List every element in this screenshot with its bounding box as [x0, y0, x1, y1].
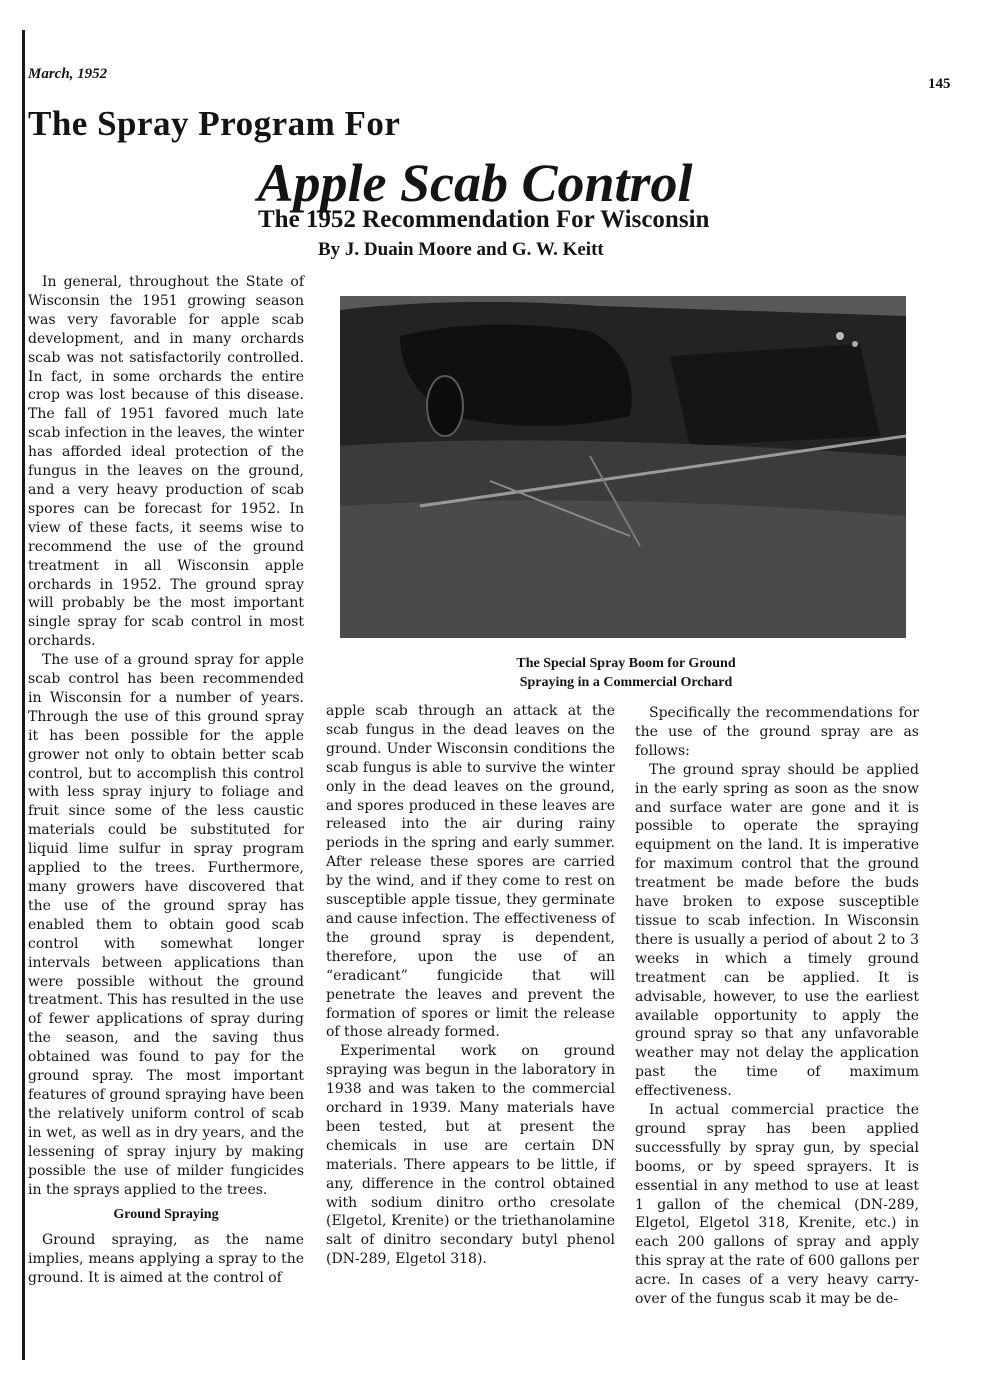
- paragraph: Ground spraying, as the name implies, means applying a spray to the ground. It is aimed at the control of: [28, 1232, 304, 1287]
- paragraph: In actual commercial practice the ground spray has been applied successfully by spray gun, by special booms, or by speed sprayers. It is essential in any method to use at least 1 gallon of the chemical (DN-289, Elgetol, Elgetol 318, Krenite, etc.) in each 200 gallons of spray and apply this spray at the rate of 600 gallons per acre. In cases of a very heavy carry-over of the fungus scab it may be de-: [635, 1102, 919, 1308]
- text-column-1: [28, 273, 304, 1288]
- paragraph: Specifically the recommendations for the use of the ground spray are as follows:: [635, 705, 919, 759]
- paragraph: apple scab through an attack at the scab fungus in the dead leaves on the ground. Under Wisconsin conditions the scab fungus is able to survive the winter only in the dead leaves on the ground, and spores produced in these leaves are released into the air during rainy periods in the spring and early summer. After release these spores are carried by the wind, and if they come to rest on susceptible apple tissue, they germinate and cause infection. The effectiveness of the ground spray is dependent, therefore, upon the use of an “eradicant” fungicide that will penetrate the leaves and prevent the formation of spores or limit the release of those already formed.: [326, 703, 615, 1041]
- page-binding-edge: [22, 30, 25, 1360]
- section-heading: Ground Spraying: [113, 1207, 219, 1223]
- article-title-line1: The Spray Program For: [28, 104, 401, 143]
- caption-line: The Special Spray Boom for Ground: [516, 656, 736, 671]
- paragraph: In general, throughout the State of Wisconsin the 1951 growing season was very favorable for apple scab development, and in many orchards scab was not satisfactorily controlled. In fact, in some orchards the entire crop was lost because of this disease. The fall of 1951 favored much late scab infection in the leaves, the winter has afforded ideal protection of the fungus in the leaves on the ground, and a very heavy production of scab spores can be forecast for 1952. In view of these facts, it seems wise to recommend the use of the ground treatment in all Wisconsin apple orchards in 1952. The ground spray will probably be the most important single spray for scab control in most orchards.: [28, 274, 304, 650]
- page-number: 145: [928, 76, 951, 92]
- photo-illustration: [340, 296, 906, 638]
- text-column-3: [635, 704, 919, 1309]
- article-title-line2: Apple Scab Control: [257, 153, 693, 213]
- paragraph: Experimental work on ground spraying was begun in the laboratory in 1938 and was taken to the commercial orchard in 1939. Many materials have been tested, but at present the chemicals in use are certain DN materials. There appears to be little, if any, difference in the control obtained with sodium dinitro ortho cresolate (Elgetol, Krenite) or the triethanolamine salt of dinitro secondary butyl phenol (DN-289, Elgetol 318).: [326, 1043, 615, 1268]
- photo-caption: [470, 654, 782, 692]
- article-subtitle: The 1952 Recommendation For Wisconsin: [258, 206, 710, 233]
- paragraph: The ground spray should be applied in the early spring as soon as the snow and surface water are gone and it is possible to operate the spraying equipment on the land. It is imperative for maximum control that the ground treatment be made before the buds have broken to expose susceptible tissue to scab infection. In Wisconsin there is usually a period of about 2 to 3 weeks in which a timely ground treatment can be applied. It is advisable, however, to use the earliest available opportunity to apply the ground spray so that any unfavorable weather may not delay the application past the time of maximum effectiveness.: [635, 761, 919, 1100]
- spray-boom-photo: [340, 296, 906, 638]
- article-byline: By J. Duain Moore and G. W. Keitt: [318, 239, 604, 260]
- issue-date: March, 1952: [28, 66, 108, 82]
- paragraph: The use of a ground spray for apple scab control has been recommended in Wisconsin for a number of years. Through the use of this ground spray it has been possible for the apple grower not only to obtain better scab control, but to accomplish this control with less spray injury to foliage and fruit since some of the less caustic materials could be substituted for liquid lime sulfur in spray program applied to the trees. Furthermore, many growers have discovered that the use of the ground spray has enabled them to obtain good scab control with somewhat longer intervals between applications than were possible without the ground treatment. This has resulted in the use of fewer applications of spray during the season, and the saving thus obtained was found to pay for the ground spray. The most important features of ground spraying have been the relatively uniform control of scab in wet, as well as in dry years, and the lessening of spray injury by making possible the use of milder fungicides in the sprays applied to the trees.: [28, 652, 304, 1198]
- caption-line: Spraying in a Commercial Orchard: [519, 675, 733, 690]
- text-column-2: [326, 702, 615, 1269]
